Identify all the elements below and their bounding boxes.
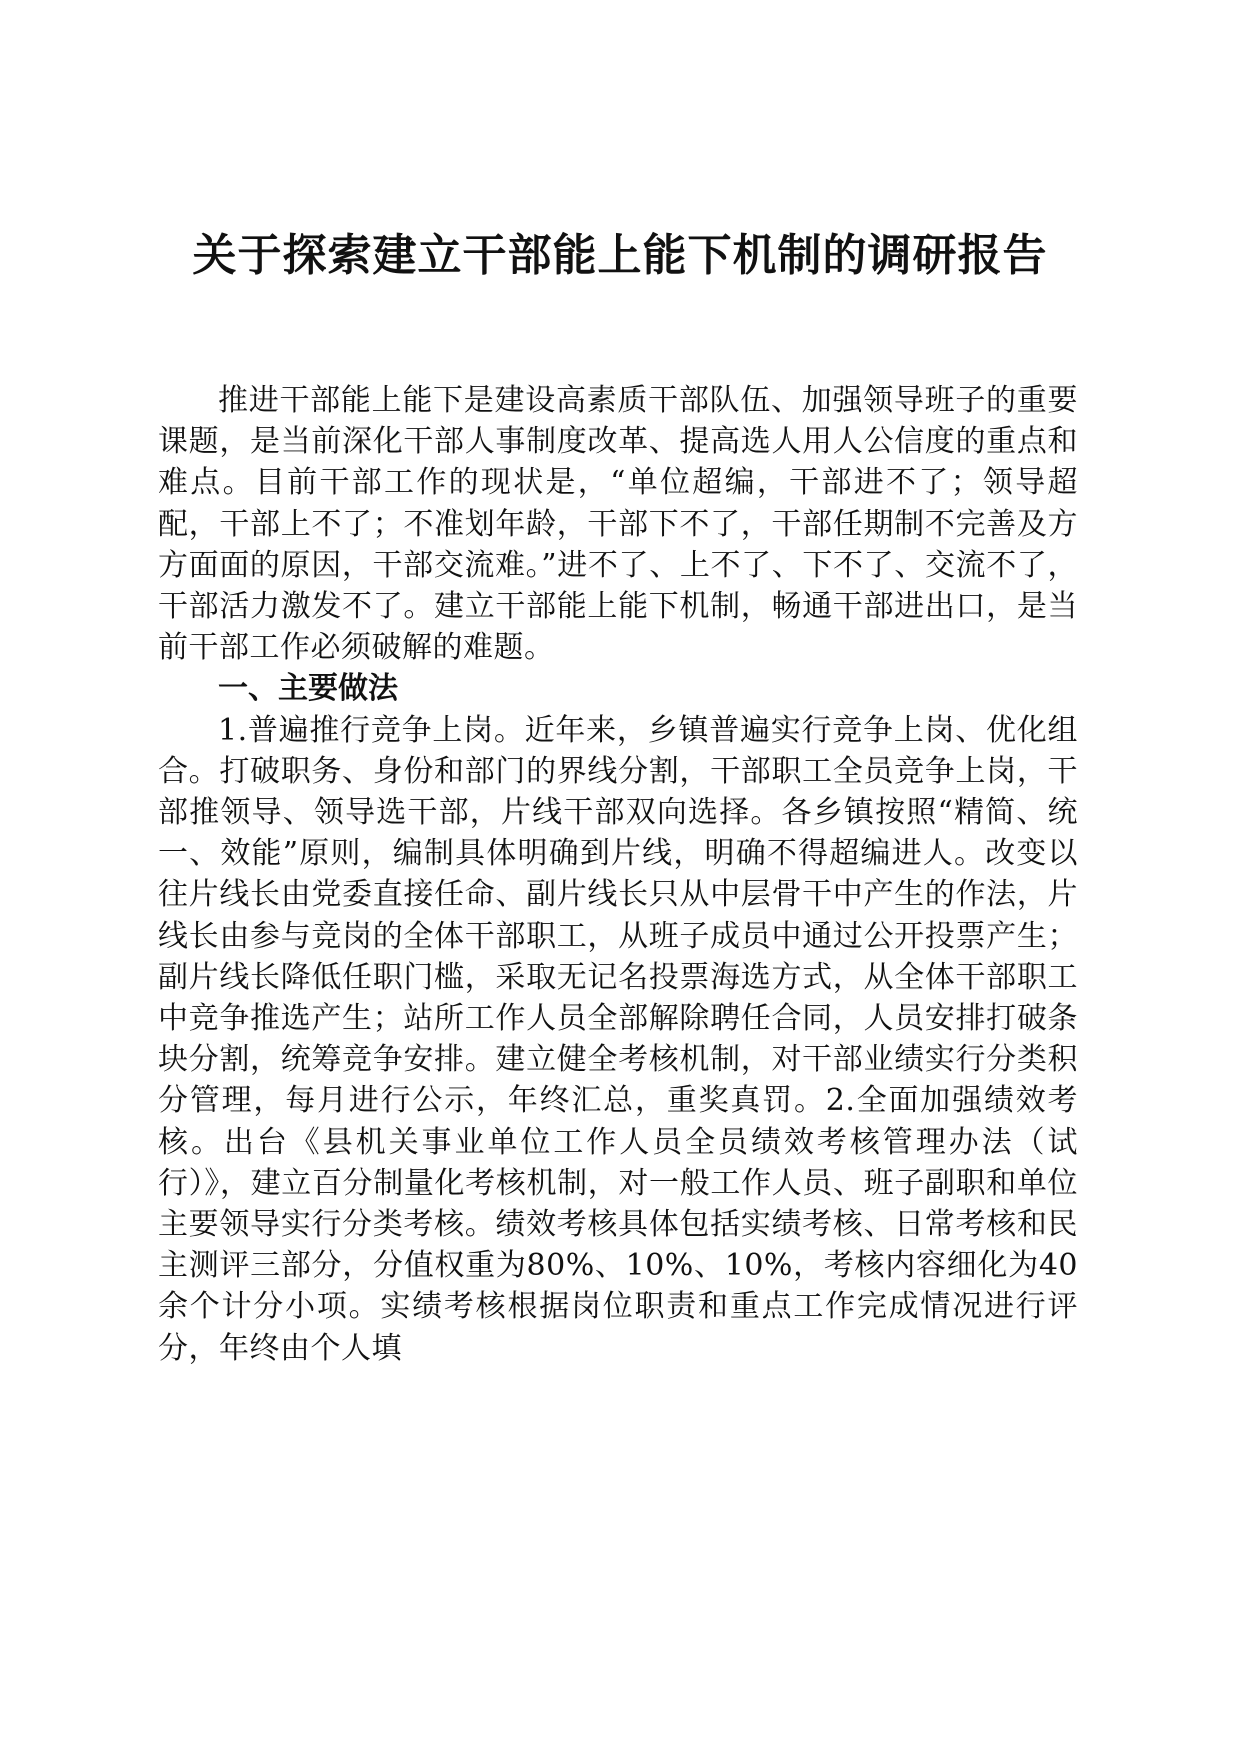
document-title: 关于探索建立干部能上能下机制的调研报告	[192, 230, 1048, 281]
document-body	[158, 380, 1078, 1369]
section-paragraph: 1.普遍推行竞争上岗。近年来，乡镇普遍实行竞争上岗、优化组合。打破职务、身份和部门的界线分割，干部职工全员竞争上岗，干部推领导、领导选干部，片线干部双向选择。各乡镇按照“精简、统一、效能”原则，编制具体明确到片线，明确不得超编进人。改变以往片线长由党委直接任命、副片线长只从中层骨干中产生的作法，片线长由参与竞岗的全体干部职工，从班子成员中通过公开投票产生；副片线长降低任职门槛，采取无记名投票海选方式，从全体干部职工中竞争推选产生；站所工作人员全部解除聘任合同，人员安排打破条块分割，统筹竞争安排。建立健全考核机制，对干部业绩实行分类积分管理，每月进行公示，年终汇总，重奖真罚。2.全面加强绩效考核。出台《县机关事业单位工作人员全员绩效考核管理办法（试行）》，建立百分制量化考核机制，对一般工作人员、班子副职和单位主要领导实行分类考核。绩效考核具体包括实绩考核、日常考核和民主测评三部分，分值权重为80%、10%、10%，考核内容细化为40余个计分小项。实绩考核根据岗位职责和重点工作完成情况进行评分，年终由个人填	[158, 712, 1078, 1366]
intro-paragraph: 推进干部能上能下是建设高素质干部队伍、加强领导班子的重要课题，是当前深化干部人事制度改革、提高选人用人公信度的重点和难点。目前干部工作的现状是，“单位超编，干部进不了；领导超配，干部上不了；不准划年龄，干部下不了，干部任期制不完善及方方面面的原因，干部交流难。”进不了、上不了、下不了、交流不了，干部活力激发不了。建立干部能上能下机制，畅通干部进出口，是当前干部工作必须破解的难题。	[158, 383, 1078, 666]
section-heading: 一、主要做法	[218, 671, 398, 707]
